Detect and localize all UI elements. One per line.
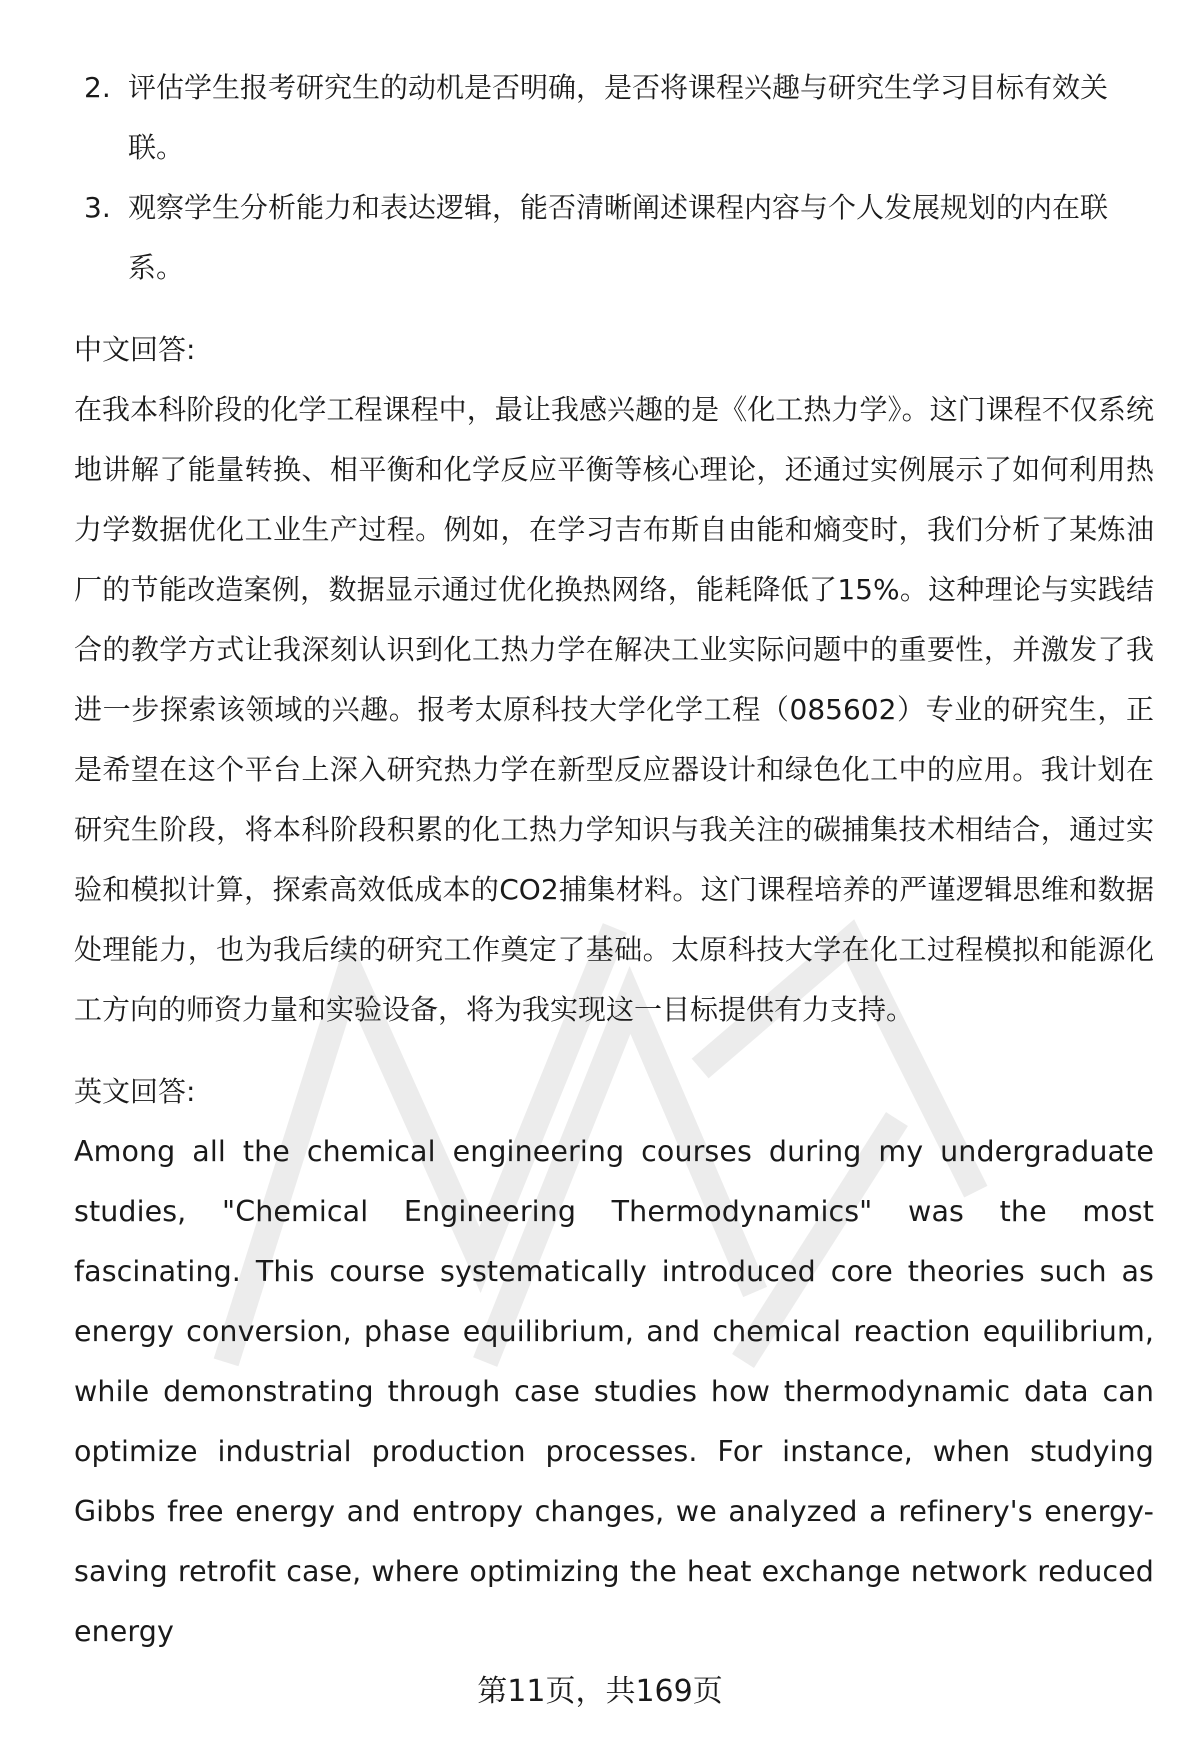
criteria-number: 2. xyxy=(84,71,111,104)
english-answer-body: Among all the chemical engineering courses during my undergraduate studies, "Chemical Engineering Thermodynamics" was the most fascinating. This course systematically introduced core theories such as energy conversion, phase equilibrium, and chemical reaction equilibrium, while demonstrating through case studies how thermodynamic data can optimize industrial production processes. For instance, when studying Gibbs free energy and entropy changes, we analyzed a refinery's energy-saving retrofit case, where optimizing the heat exchange network reduced energy xyxy=(74,1135,1154,1648)
page-content xyxy=(74,58,1154,1662)
page-number-footer: 第11页，共169页 xyxy=(477,1674,723,1709)
chinese-answer-label: 中文回答: xyxy=(74,333,196,366)
criteria-item xyxy=(74,58,1154,178)
english-answer-label: 英文回答: xyxy=(74,1075,196,1108)
chinese-answer-body: 在我本科阶段的化学工程课程中，最让我感兴趣的是《化工热力学》。这门课程不仅系统地讲解了能量转换、相平衡和化学反应平衡等核心理论，还通过实例展示了如何利用热力学数据优化工业生产过程。例如，在学习吉布斯自由能和熵变时，我们分析了某炼油厂的节能改造案例，数据显示通过优化换热网络，能耗降低了15%。这种理论与实践结合的教学方式让我深刻认识到化工热力学在解决工业实际问题中的重要性，并激发了我进一步探索该领域的兴趣。报考太原科技大学化学工程（085602）专业的研究生，正是希望在这个平台上深入研究热力学在新型反应器设计和绿色化工中的应用。我计划在研究生阶段，将本科阶段积累的化工热力学知识与我关注的碳捕集技术相结合，通过实验和模拟计算，探索高效低成本的CO2捕集材料。这门课程培养的严谨逻辑思维和数据处理能力，也为我后续的研究工作奠定了基础。太原科技大学在化工过程模拟和能源化工方向的师资力量和实验设备，将为我实现这一目标提供有力支持。 xyxy=(74,393,1154,1026)
criteria-text: 观察学生分析能力和表达逻辑，能否清晰阐述课程内容与个人发展规划的内在联系。 xyxy=(128,191,1109,284)
criteria-text: 评估学生报考研究生的动机是否明确，是否将课程兴趣与研究生学习目标有效关联。 xyxy=(128,71,1109,164)
evaluation-criteria-list xyxy=(74,58,1154,298)
criteria-number: 3. xyxy=(84,191,111,224)
criteria-item xyxy=(74,178,1154,298)
